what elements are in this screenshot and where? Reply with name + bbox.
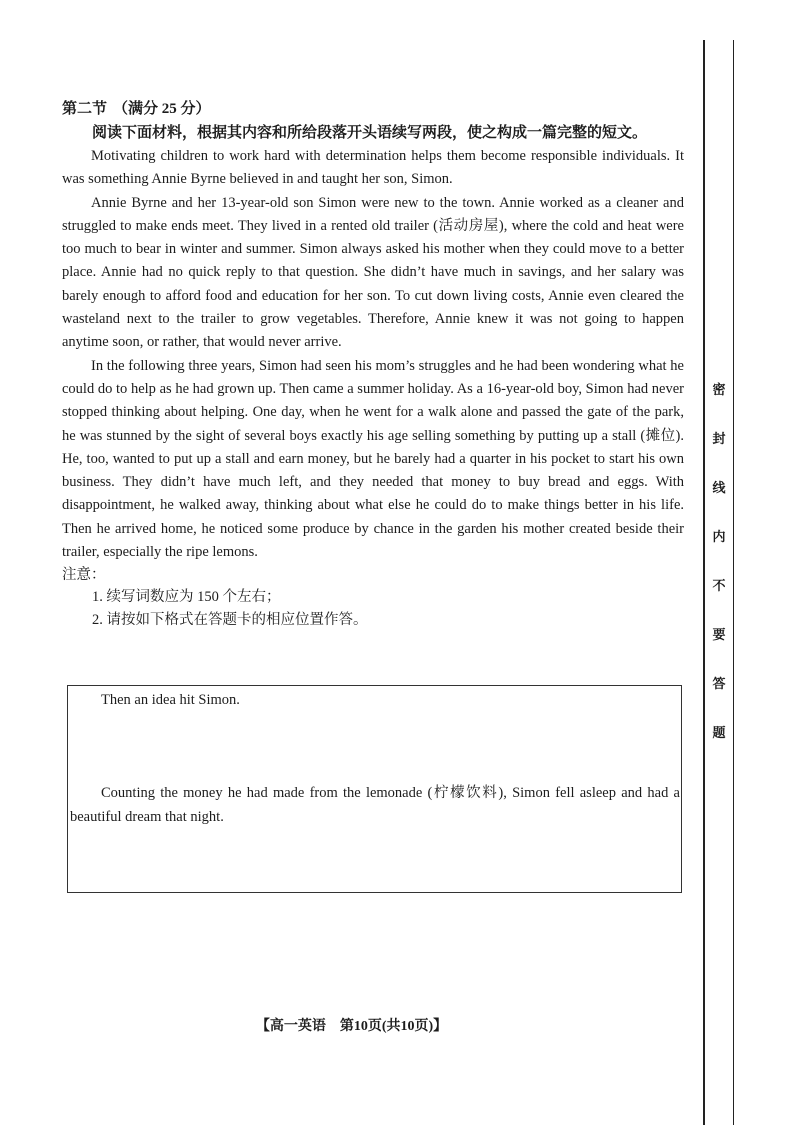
- notes-title: 注意：: [62, 567, 106, 584]
- note-item-1: 1. 续写词数应为 150 个左右；: [92, 589, 281, 606]
- page-footer: 【高一英语 第10页(共10页)】: [255, 1019, 448, 1034]
- story-paragraph-2: Annie Byrne and her 13-year-old son Simon were new to the town. Annie worked as a cleaner and struggled to make ends meet. They lived in a rented old trailer (活动房屋), where the cold and heat were too much to bear in winter and summer. Simon always asked his mother when they could move to a better place. Annie had no quick reply to that question. She didn’t have much in savings, and her salary was barely enough to afford food and education for her son. To cut down living costs, Annie even cleared the wasteland next to the trailer to grow vegetables. Therefore, Annie knew it was not going to happen anytime soon, or rather, that would never arrive.: [62, 194, 684, 351]
- seal-char: 内: [712, 529, 726, 544]
- seal-char: 题: [712, 725, 726, 740]
- seal-line-warning: [707, 382, 731, 774]
- section-content: [62, 98, 684, 632]
- seal-char: 密: [712, 382, 726, 397]
- section-title: [62, 98, 684, 120]
- seal-char: 线: [712, 480, 726, 495]
- section-score: （满分 25 分）: [113, 101, 211, 117]
- answer-opening-2: Counting the money he had made from the lemonade (柠檬饮料), Simon fell asleep and had a beautiful dream that night.: [70, 785, 680, 825]
- note-item-2: 2. 请按如下格式在答题卡的相应位置作答。: [92, 612, 368, 629]
- story-paragraph-3: In the following three years, Simon had seen his mom’s struggles and he had been wondering what he could do to help as he had grown up. Then came a summer holiday. As a 16-year-old boy, Simon had never stopped thinking about helping. One day, when he went for a walk alone and passed the gate of the park, he was stunned by the sight of several boys exactly his age selling something by putting up a stall (摊位). He, too, wanted to put up a stall and earn money, but he barely had a quarter in his pocket to start his own business. They didn’t have much left, and they needed that money to buy bread and eggs. With disappointment, he walked away, thinking about what else he could do to make things better in his life. Then he arrived home, he noticed some produce by chance in the garden his mother created beside their trailer, especially the ripe lemons.: [62, 357, 684, 561]
- section-title-text: 第二节: [62, 101, 108, 117]
- section-instruction: 阅读下面材料，根据其内容和所给段落开头语续写两段，使之构成一篇完整的短文。: [92, 125, 648, 141]
- answer-box: [67, 685, 682, 893]
- seal-line-left: [703, 40, 705, 1125]
- seal-char: 要: [712, 627, 726, 642]
- seal-char: 封: [712, 431, 726, 446]
- seal-line-right: [733, 40, 734, 1125]
- answer-opening-1: Then an idea hit Simon.: [101, 692, 240, 708]
- seal-char: 答: [712, 676, 726, 691]
- seal-char: 不: [712, 578, 726, 593]
- story-paragraph-1: Motivating children to work hard with determination helps them become responsible individuals. It was something Annie Byrne believed in and taught her son, Simon.: [62, 148, 684, 188]
